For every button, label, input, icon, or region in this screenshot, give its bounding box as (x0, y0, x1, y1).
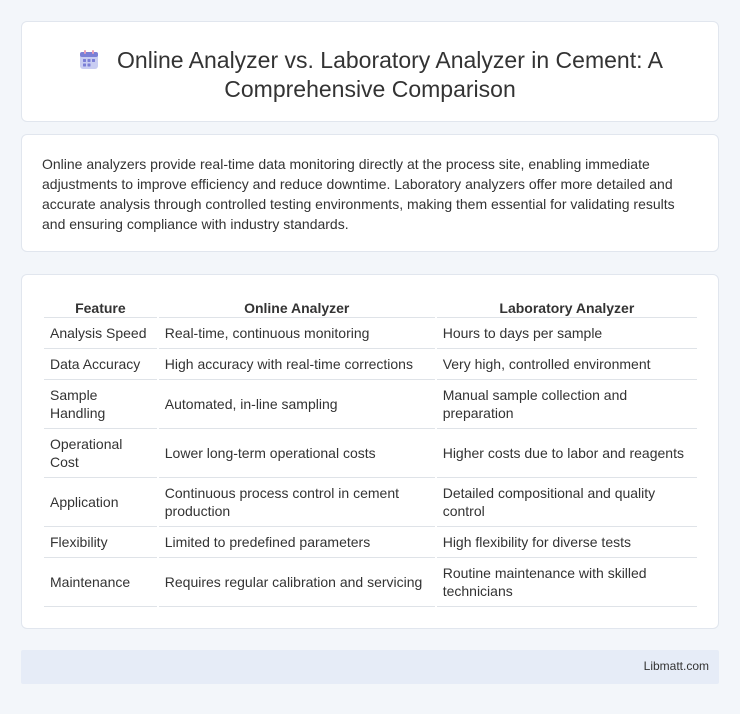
laboratory-cell: Detailed compositional and quality control (437, 478, 697, 527)
feature-cell: Analysis Speed (44, 318, 157, 349)
title-card (21, 21, 719, 122)
feature-cell: Maintenance (44, 558, 157, 607)
online-cell: Real-time, continuous monitoring (159, 318, 435, 349)
calendar-icon (77, 48, 101, 72)
feature-cell: Data Accuracy (44, 349, 157, 380)
online-cell: Continuous process control in cement production (159, 478, 435, 527)
online-cell: Requires regular calibration and servicing (159, 558, 435, 607)
comparison-card (21, 274, 719, 629)
online-cell: Automated, in-line sampling (159, 380, 435, 429)
header-online: Online Analyzer (159, 295, 435, 318)
header-laboratory: Laboratory Analyzer (437, 295, 697, 318)
intro-card (21, 134, 719, 252)
footer-bar (21, 650, 719, 684)
laboratory-cell: Hours to days per sample (437, 318, 697, 349)
laboratory-cell: Very high, controlled environment (437, 349, 697, 380)
online-cell: Lower long-term operational costs (159, 429, 435, 478)
footer-brand-link[interactable]: Libmatt.com (643, 659, 709, 673)
intro-paragraph: Online analyzers provide real-time data monitoring directly at the process site, enabling immediate adjustments to improve efficiency and reduce downtime. Laboratory analyzers offer more detailed and accurate analysis through controlled testing environments, making them essential for validating results and ensuring compliance with industry standards. (42, 156, 675, 232)
feature-cell: Flexibility (44, 527, 157, 558)
page-title (22, 46, 718, 104)
table-row (44, 527, 697, 558)
online-cell: High accuracy with real-time corrections (159, 349, 435, 380)
laboratory-cell: Manual sample collection and preparation (437, 380, 697, 429)
feature-cell: Sample Handling (44, 380, 157, 429)
title-line-1: Online Analyzer vs. Laboratory Analyzer in Cement: A (117, 47, 663, 73)
table-row (44, 380, 697, 429)
laboratory-cell: Routine maintenance with skilled technicians (437, 558, 697, 607)
table-row (44, 478, 697, 527)
laboratory-cell: Higher costs due to labor and reagents (437, 429, 697, 478)
title-line-2: Comprehensive Comparison (224, 76, 516, 102)
laboratory-cell: High flexibility for diverse tests (437, 527, 697, 558)
feature-cell: Application (44, 478, 157, 527)
table-row (44, 429, 697, 478)
feature-cell: Operational Cost (44, 429, 157, 478)
comparison-table (42, 295, 699, 607)
online-cell: Limited to predefined parameters (159, 527, 435, 558)
table-header-row (44, 295, 697, 318)
table-row (44, 558, 697, 607)
table-row (44, 318, 697, 349)
table-row (44, 349, 697, 380)
header-feature: Feature (44, 295, 157, 318)
